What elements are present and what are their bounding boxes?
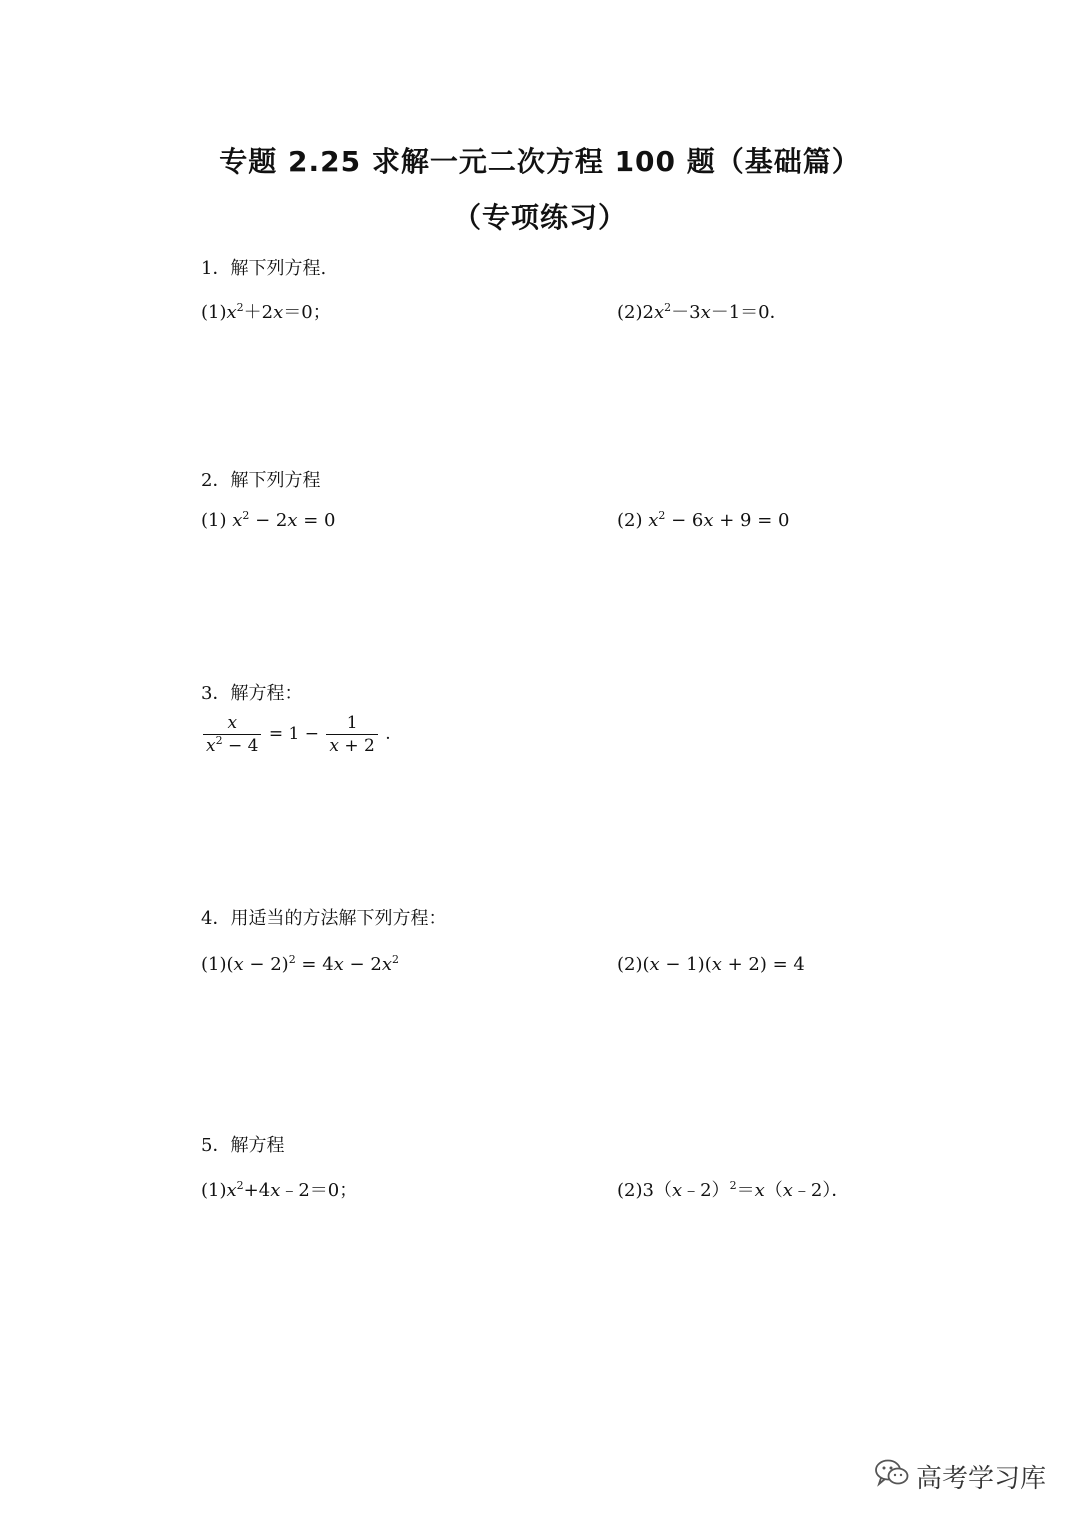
question-4-part-2: (2)(x − 1)(x + 2) = 4 — [617, 954, 805, 975]
question-2-heading: 2．解下列方程 — [201, 470, 321, 491]
question-4-heading: 4．用适当的方法解下列方程： — [201, 908, 447, 929]
watermark — [874, 1458, 1046, 1495]
question-5-part-1: $(1)x^2+4x﹣2=0$； — [201, 1179, 358, 1201]
question-1-part-2: $(2)2x^2-3x-1=0$． — [617, 301, 788, 323]
fraction-left: $\frac{x}{x^2 - 4}$ — [203, 712, 261, 757]
watermark-text: 高考学习库 — [915, 1464, 1046, 1494]
question-2-part-1: (1) $x^2 - 2x = 0$ — [201, 509, 336, 531]
fraction-right: $\frac{1}{x + 2}$ — [326, 712, 377, 757]
question-5-part-2: (2)3（x﹣2）$^2$＝x（x﹣2）． — [617, 1179, 850, 1201]
page-title: 专题 2.25 求解一元二次方程 100 题（基础篇） — [219, 145, 861, 178]
question-1-part-1: $(1)x^2+2x=0$； — [201, 301, 331, 323]
question-4-part-1: $(1)(x - 2)^2 = 4x - 2x^2$ — [201, 953, 399, 975]
question-3-heading: 3．解方程： — [201, 683, 303, 704]
question-2-part-2: (2) $x^2 - 6x + 9 = 0$ — [617, 509, 790, 531]
wechat-icon — [874, 1458, 910, 1495]
page-subtitle: （专项练习） — [452, 201, 627, 234]
question-1-heading: 1．解下列方程. — [201, 258, 327, 279]
question-3-equation: $\frac{x}{x^2 - 4}$ = 1 − $\frac{1}{x + 2}$ . — [201, 712, 391, 757]
question-5-heading: 5．解方程 — [201, 1135, 285, 1156]
